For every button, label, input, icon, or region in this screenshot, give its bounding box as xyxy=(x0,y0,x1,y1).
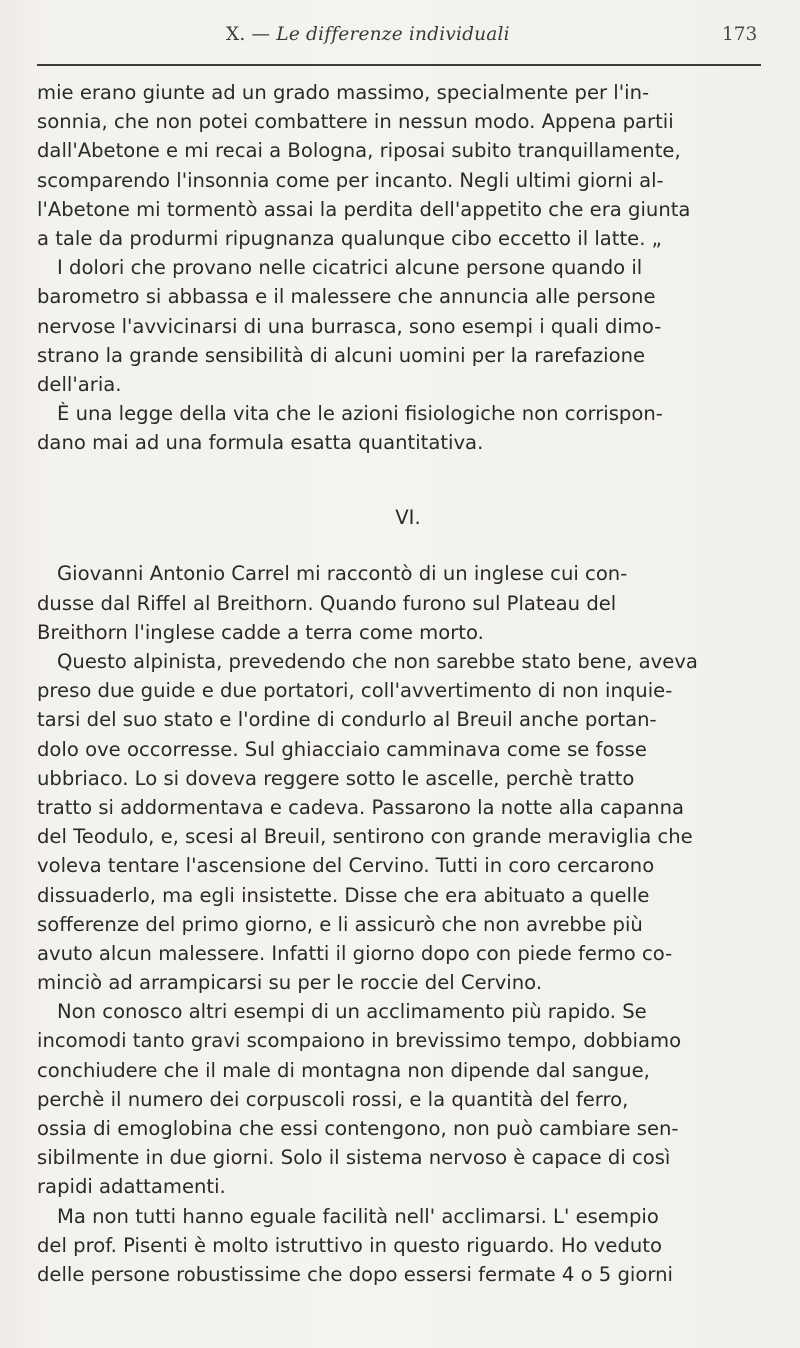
paragraph-start-line: Non conosco altri esempi di un acclimamento più rapido. Se xyxy=(57,1000,647,1024)
text-line: dell'aria. xyxy=(37,372,122,396)
paragraph-start-line: Ma non tutti hanno eguale facilità nell' acclimarsi. L' esempio xyxy=(57,1204,659,1228)
text-line: sofferenze del primo giorno, e li assicurò che non avrebbe più xyxy=(37,912,643,936)
text-line: avuto alcun malessere. Infatti il giorno dopo con piede fermo co- xyxy=(37,941,673,965)
text-line: del prof. Pisenti è molto istruttivo in questo riguardo. Ho veduto xyxy=(37,1233,662,1257)
paragraph-start-line: I dolori che provano nelle cicatrici alcune persone quando il xyxy=(57,256,643,280)
text-line: minciò ad arrampicarsi su per le roccie del Cervino. xyxy=(37,971,543,995)
running-head xyxy=(226,24,510,45)
text-line: dusse dal Riffel al Breithorn. Quando furono sul Plateau del xyxy=(37,591,617,615)
paragraph-start-line: È una legge della vita che le azioni fisiologiche non corrispon- xyxy=(57,402,663,426)
text-line: sonnia, che non potei combattere in nessun modo. Appena partii xyxy=(37,110,674,134)
text-line: dissuaderlo, ma egli insistette. Disse che era abituato a quelle xyxy=(37,883,650,907)
text-line: tarsi del suo stato e l'ordine di condurlo al Breuil anche portan- xyxy=(37,708,657,732)
text-line: dall'Abetone e mi recai a Bologna, riposai subito tranquillamente, xyxy=(37,139,681,163)
text-line: delle persone robustissime che dopo essersi fermate 4 o 5 giorni xyxy=(37,1262,673,1286)
text-line: conchiudere che il male di montagna non dipende dal sangue, xyxy=(37,1058,650,1082)
text-line: perchè il numero dei corpuscoli rossi, e la quantità del ferro, xyxy=(37,1087,629,1111)
paragraph-start-line: Questo alpinista, prevedendo che non sarebbe stato bene, aveva xyxy=(57,650,698,673)
text-line: preso due guide e due portatori, coll'avvertimento di non inquie- xyxy=(37,679,673,703)
text-line: tratto si addormentava e cadeva. Passarono la notte alla capanna xyxy=(37,795,685,819)
text-line: dolo ove occorresse. Sul ghiacciaio camminava come se fosse xyxy=(37,737,647,761)
text-line: del Teodulo, e, scesi al Breuil, sentirono con grande meraviglia che xyxy=(37,825,693,849)
text-line: incomodi tanto gravi scompaiono in brevissimo tempo, dobbiamo xyxy=(37,1029,682,1053)
text-line: l'Abetone mi tormentò assai la perdita dell'appetito che era giunta xyxy=(37,197,691,221)
section-heading: VI. xyxy=(395,506,421,530)
header-rule xyxy=(37,64,761,66)
text-line: rapidi adattamenti. xyxy=(37,1175,226,1199)
text-line: Breithorn l'inglese cadde a terra come morto. xyxy=(37,620,484,644)
paragraph-start-line: Giovanni Antonio Carrel mi raccontò di un inglese cui con- xyxy=(57,562,628,586)
text-line: mie erano giunte ad un grado massimo, specialmente per l'in- xyxy=(37,81,650,104)
page-number: 173 xyxy=(722,24,758,45)
text-line: a tale da produrmi ripugnanza qualunque cibo eccetto il latte. „ xyxy=(37,226,662,250)
chapter-number: X. — xyxy=(226,24,271,45)
text-body xyxy=(37,78,765,1289)
page-header xyxy=(0,22,800,52)
text-line: ubbriaco. Lo si doveva reggere sotto le ascelle, perchè tratto xyxy=(37,766,635,790)
text-line: barometro si abbassa e il malessere che annuncia alle persone xyxy=(37,285,656,309)
text-line: scomparendo l'insonnia come per incanto. Negli ultimi giorni al- xyxy=(37,168,664,192)
text-line: sibilmente in due giorni. Solo il sistema nervoso è capace di così xyxy=(37,1146,671,1170)
chapter-title: Le differenze individuali xyxy=(276,24,510,45)
text-line: voleva tentare l'ascensione del Cervino. Tutti in coro cercarono xyxy=(37,854,655,878)
text-line: nervose l'avvicinarsi di una burrasca, sono esempi i quali dimo- xyxy=(37,314,662,338)
text-line: ossia di emoglobina che essi contengono, non può cambiare sen- xyxy=(37,1117,679,1140)
text-line: strano la grande sensibilità di alcuni uomini per la rarefazione xyxy=(37,343,646,367)
text-line: dano mai ad una formula esatta quantitativa. xyxy=(37,431,484,455)
